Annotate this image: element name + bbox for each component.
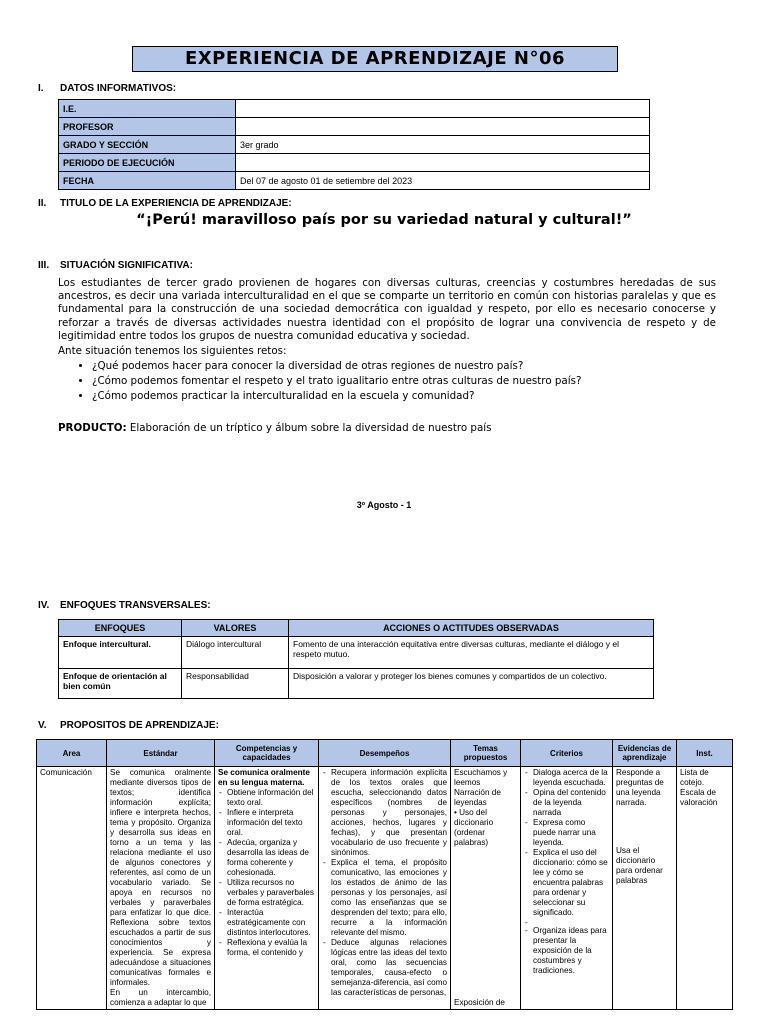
tema-item: Narración de leyendas (454, 788, 501, 807)
list-item: - Adecúa, organiza y desarrolla las ideas de forma coherente y cohesionada. (227, 838, 315, 878)
list-item: - Explica el tema, el propósito comunicativo, las emociones y los estados de ánimo de las personas y los personajes, así como las enseñanzas que se desprenden del texto; para ello, recurre a la información relevante del mismo. (331, 858, 447, 938)
row-label: PROFESOR (59, 118, 236, 136)
row-value (236, 154, 650, 172)
propositos-table (36, 739, 733, 1010)
inst-cell (677, 767, 733, 1010)
retos-list (58, 359, 581, 404)
producto-label: PRODUCTO: (58, 422, 127, 434)
section-propositos (38, 720, 219, 731)
tema-item: Escuchamos y leemos (454, 768, 508, 787)
evidencias-cell (613, 767, 677, 1010)
list-item: - Interactúa estratégicamente con distintos interlocutores. (227, 908, 315, 938)
section-label: TITULO DE LA EXPERIENCIA DE APRENDIZAJE: (60, 198, 292, 209)
column-header: ACCIONES O ACTITUDES OBSERVADAS (289, 620, 654, 637)
table-row (37, 767, 733, 1010)
area-cell: Comunicación (37, 767, 107, 1010)
column-header: Criterios (521, 740, 613, 767)
table-header-row (59, 620, 654, 637)
list-item: - Organiza ideas para presentar la exposición de la costumbres y tradiciones. (533, 926, 609, 976)
table-row (59, 100, 650, 118)
column-header: Evidencias de aprendizaje (613, 740, 677, 767)
section-situacion (38, 260, 193, 271)
column-header: Estándar (107, 740, 215, 767)
desempenos-list (322, 768, 447, 998)
list-item: - Reflexiona y evalúa la forma, el contenido y (227, 938, 315, 958)
producto (58, 422, 492, 434)
evidencia-item: Responde a preguntas de una leyenda narrada. (616, 768, 664, 807)
section-number: III. (38, 260, 50, 271)
evidencia-item: Usa el diccionario para ordenar palabras (616, 846, 663, 885)
estandar-text-continued: En un intercambio, comienza a adaptar lo que (110, 988, 211, 1007)
column-header: Desempeños (319, 740, 451, 767)
list-item: - Expresa como puede narrar una leyenda. (533, 818, 609, 848)
table-row (59, 154, 650, 172)
criterios-cell (521, 767, 613, 1010)
tema-item: • Uso del diccionario (454, 808, 494, 827)
table-row (59, 118, 650, 136)
row-label: GRADO Y SECCIÓN (59, 136, 236, 154)
column-header: ENFOQUES (59, 620, 182, 637)
list-item: - Infiere e interpreta información del texto oral. (227, 808, 315, 838)
column-header: Area (37, 740, 107, 767)
criterios-list (524, 768, 609, 976)
inst-item: Lista de cotejo. (680, 768, 709, 787)
section-number: V. (38, 720, 47, 731)
list-item: • ¿Cómo podemos fomentar el respeto y el trato igualitario entre otras culturas de nuestro país? (92, 374, 581, 389)
table-row (59, 637, 654, 669)
accion-cell: Fomento de una interacción equitativa entre diversas culturas, mediante el diálogo y el respeto mutuo. (289, 637, 654, 669)
section-number: IV. (38, 600, 50, 611)
row-label: FECHA (59, 172, 236, 190)
list-item: - Recupera información explícita de los textos orales que escucha, seleccionando datos específicos (nombres de personas y personajes, acciones, hechos, lugares y fechas), y que presentan vocabulario de uso frecuente y sinónimos. (331, 768, 447, 858)
valor-cell: Responsabilidad (182, 669, 289, 699)
list-item: - Opina del contenido de la leyenda narrada (533, 788, 609, 818)
enfoque-cell: Enfoque intercultural. (59, 637, 182, 669)
table-row (59, 172, 650, 190)
situacion-paragraph: Los estudiantes de tercer grado provienen de hogares con diversas culturas, creencias y costumbres heredadas de sus ancestros, es decir una variada interculturalidad en el que se comparte un territorio en común con historias paralelas y que es fundamental para la construcción de una sociedad democrática con igualdad y respeto, por ello es necesario conocerse y reforzar a través de diversas actividades nuestra identidad con el propósito de lograr una convivencia de respeto y de legitimidad entre todos los grupos de nuestra comunidad educativa y sociedad. (58, 277, 716, 342)
desempenos-cell (319, 767, 451, 1010)
experience-title: “¡Perú! maravilloso país por su variedad natural y cultural!” (136, 212, 632, 228)
document-title: EXPERIENCIA DE APRENDIZAJE N°06 (132, 46, 618, 72)
section-label: PROPOSITOS DE APRENDIZAJE: (60, 720, 219, 731)
section-enfoques (38, 600, 211, 611)
list-item: • ¿Cómo podemos practicar la interculturalidad en la escuela y comunidad? (92, 389, 581, 404)
section-label: DATOS INFORMATIVOS: (60, 83, 177, 94)
section-label: SITUACIÓN SIGNIFICATIVA: (60, 260, 193, 271)
row-value: Del 07 de agosto 01 de setiembre del 2023 (236, 172, 650, 190)
table-row (59, 136, 650, 154)
column-header: VALORES (182, 620, 289, 637)
tema-item: (ordenar palabras) (454, 828, 489, 847)
list-item: - Explica el uso del diccionario: cómo se lee y cómo se encuentra palabras para ordenar y seleccionar su significado. (533, 848, 609, 918)
section-datos-informativos (38, 83, 176, 94)
accion-cell: Disposición a valorar y proteger los bienes comunes y compartidos de un colectivo. (289, 669, 654, 699)
competencia-title: Se comunica oralmente en su lengua materna. (218, 768, 310, 787)
table-row (59, 669, 654, 699)
producto-text: Elaboración de un tríptico y álbum sobre la diversidad de nuestro país (129, 422, 492, 434)
column-header: Temas propuestos (451, 740, 521, 767)
datos-informativos-table (58, 99, 650, 190)
tema-item: Exposición de (454, 998, 505, 1007)
list-item: - Dialoga acerca de la leyenda escuchada. (533, 768, 609, 788)
temas-cell (451, 767, 521, 1010)
row-value (236, 100, 650, 118)
row-label: PERIODO DE EJECUCIÓN (59, 154, 236, 172)
list-item: - Deduce algunas relaciones lógicas entre las ideas del texto oral, como las secuencias temporales, causa-efecto o semejanza-diferencia, así como las características de personas, (331, 938, 447, 998)
page-footer: 3º Agosto - 1 (356, 500, 412, 510)
table-header-row (37, 740, 733, 767)
list-item: - Obtiene información del texto oral. (227, 788, 315, 808)
row-label: I.E. (59, 100, 236, 118)
enfoques-table (58, 619, 654, 699)
row-value: 3er grado (236, 136, 650, 154)
section-label: ENFOQUES TRANSVERSALES: (60, 600, 211, 611)
list-item: - Utiliza recursos no verbales y paraverbales de forma estratégica. (227, 878, 315, 908)
section-number: I. (38, 83, 44, 94)
retos-intro: Ante situación tenemos los siguientes retos: (58, 345, 287, 357)
list-item: • ¿Qué podemos hacer para conocer la diversidad de otras regiones de nuestro país? (92, 359, 581, 374)
competencias-cell (215, 767, 319, 1010)
column-header: Inst. (677, 740, 733, 767)
column-header: Competencias y capacidades (215, 740, 319, 767)
estandar-text: Se comunica oralmente mediante diversos tipos de textos; identifica información explícita; infiere e interpreta hechos, tema y propósito. Organiza y desarrolla sus ideas en torno a un tema y las relaciona mediante el uso de algunos conectores y referentes, así como de un vocabulario variado. Se apoya en recursos no verbales y paraverbales para enfatizar lo que dice. Reflexiona sobre textos escuchados a partir de sus conocimientos y experiencia. Se expresa adecuándose a situaciones comunicativas formales e informales. (110, 768, 211, 987)
enfoque-cell: Enfoque de orientación al bien común (59, 669, 182, 699)
section-number: II. (38, 198, 47, 209)
estandar-cell (107, 767, 215, 1010)
row-value (236, 118, 650, 136)
capacidades-list (218, 788, 315, 958)
valor-cell: Diálogo intercultural (182, 637, 289, 669)
section-titulo (38, 198, 292, 209)
inst-item: Escala de valoración (680, 788, 718, 807)
